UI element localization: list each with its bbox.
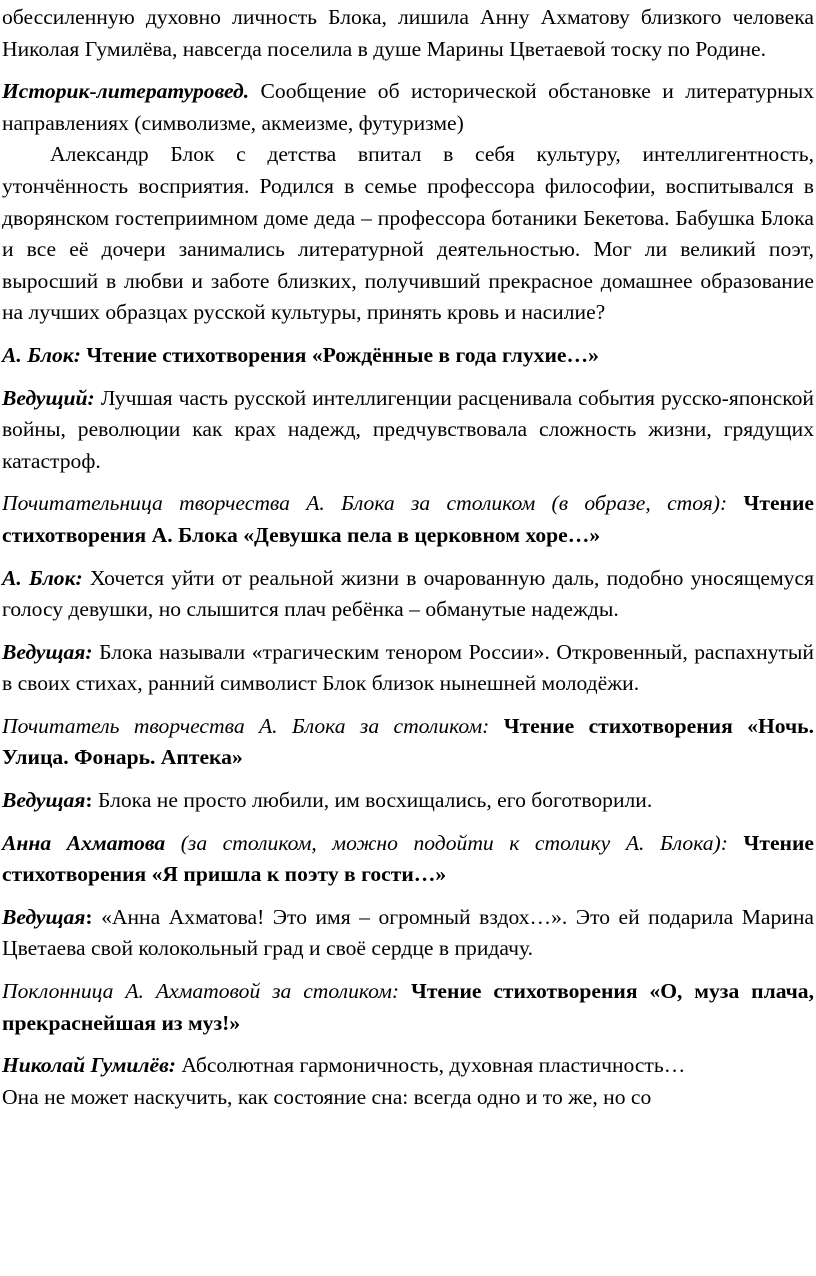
text-run: обессиленную духовно личность Блока, лишила Анну Ахматову близкого человека Николая Гумилёва, навсегда поселила в душе Марины Цветаевой тоску по Родине. <box>2 5 814 61</box>
paragraph-admirer-reading-2 <box>2 711 814 774</box>
paragraph-blok-biography <box>2 139 814 329</box>
paragraph-hostess-3 <box>2 902 814 965</box>
speaker-colon: : <box>85 904 93 929</box>
paragraph-blok-comment <box>2 563 814 626</box>
speaker-label: Ведущая <box>2 904 86 929</box>
paragraph-host-1 <box>2 383 814 478</box>
text-run: Абсолютная гармоничность, духовная пластичность… <box>175 1053 686 1078</box>
paragraph-admirer-reading-1 <box>2 488 814 551</box>
speaker-colon: : <box>85 788 93 813</box>
paragraph-hostess-2 <box>2 785 814 817</box>
text-run: Чтение стихотворения «Я пришла к поэту в гости…» <box>2 830 815 887</box>
text-run: Она не может наскучить, как состояние сна: всегда одно и то же, но со <box>2 1084 652 1109</box>
text-run: Чтение стихотворения А. Блока «Девушка пела в церковном хоре…» <box>2 491 814 547</box>
speaker-label: Анна Ахматова <box>2 830 166 855</box>
speaker-label: Почитатель творчества А. Блока за столиком: <box>2 713 490 738</box>
text-run: Хочется уйти от реальной жизни в очарованную даль, подобно уносящемуся голосу девушки, но слышится плач ребёнка – обманутые надежды. <box>2 565 814 622</box>
paragraph-gumilev-continuation <box>2 1082 814 1114</box>
paragraph-akhmatova-admirer-reading <box>2 976 814 1039</box>
speaker-label: Ведущая: <box>2 639 93 664</box>
paragraph-akhmatova-reading <box>2 828 814 891</box>
speaker-label: Почитательница творчества А. Блока за столиком (в образе, стоя): <box>2 491 728 516</box>
text-run: Сообщение об исторической обстановке и литературных направлениях (символизме, акмеизме, футуризме) <box>2 79 814 135</box>
speaker-label: Ведущий: <box>2 385 95 410</box>
speaker-label: Поклонница А. Ахматовой за столиком: <box>2 979 400 1004</box>
paragraph-historian <box>2 76 814 139</box>
paragraph-gumilev <box>2 1050 814 1082</box>
speaker-label: Николай Гумилёв: <box>2 1053 176 1078</box>
text-run: Чтение стихотворения «О, муза плача, прекраснейшая из муз!» <box>2 979 815 1035</box>
speaker-label: А. Блок: <box>2 565 83 590</box>
text-run: Чтение стихотворения «Ночь. Улица. Фонарь. Аптека» <box>2 713 814 770</box>
speaker-label: Историк-литературовед. <box>2 79 250 104</box>
text-run: Чтение стихотворения «Рождённые в года глухие…» <box>80 342 599 367</box>
paragraph-blok-reading-1 <box>2 340 814 372</box>
paragraph-hostess-1 <box>2 637 814 700</box>
text-run: «Анна Ахматова! Это имя – огромный вздох…». Это ей подарила Марина Цветаева свой колокольный град и своё сердце в придачу. <box>2 904 814 961</box>
speaker-label: А. Блок: <box>2 342 81 367</box>
speaker-label: Ведущая <box>2 788 86 813</box>
text-run: Блока не просто любили, им восхищались, его боготворили. <box>92 788 653 813</box>
text-run: Лучшая часть русской интеллигенции расценивала события русско-японской войны, революции как крах надежд, предчувствовала сложность жизни, грядущих катастроф. <box>2 385 814 473</box>
stage-direction: (за столиком, можно подойти к столику А. Блока): <box>165 830 728 855</box>
paragraph-intro-continuation <box>2 2 814 65</box>
text-run: Блока называли «трагическим тенором России». Откровенный, распахнутый в своих стихах, ранний символист Блок близок нынешней молодёжи. <box>2 639 814 696</box>
text-run: Александр Блок с детства впитал в себя культуру, интеллигентность, утончённость восприятия. Родился в семье профессора философии, воспитывался в дворянском гостеприимном доме деда – профессора ботаники Бекетова. Бабушка Блока и все её дочери занимались литературной деятельностью. Мог ли великий поэт, выросший в любви и заботе близких, получивший прекрасное домашнее образование на лучших образцах русской культуры, принять кровь и насилие? <box>2 142 814 325</box>
